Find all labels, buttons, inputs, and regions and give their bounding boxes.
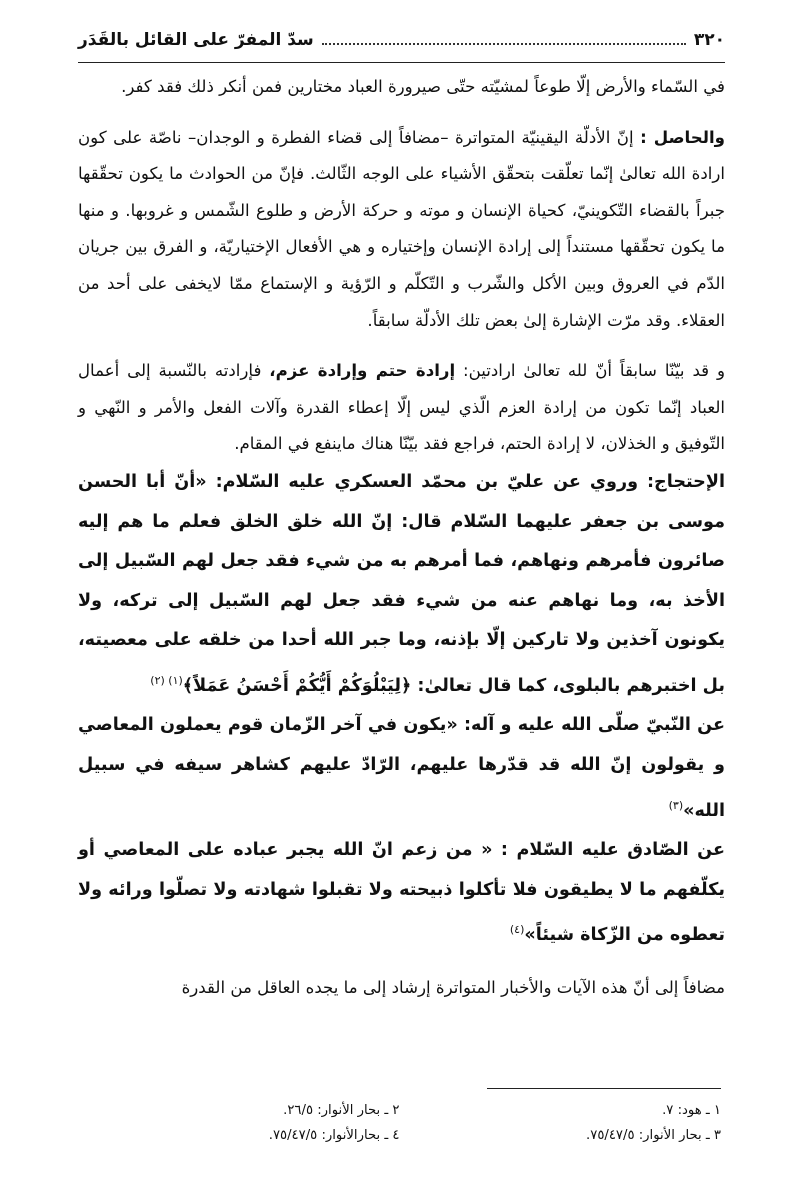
body-text <box>78 69 725 1006</box>
footnote-1: ١ ـ هود: ٧. <box>662 1103 721 1118</box>
paragraph-5 <box>78 706 725 831</box>
footnote-row <box>78 1098 721 1123</box>
paragraph-3-start: و قد بيّنّا سابقاً أنّ لله تعالىٰ ارادتين: <box>455 361 725 381</box>
paragraph-2-lead: والحاصل : <box>640 127 725 147</box>
footnotes <box>78 1098 721 1148</box>
page-header <box>78 30 725 60</box>
paragraph-7: مضافاً إلى أنّ هذه الآيات والأخبار المتواترة إرشاد إلى ما يجده العاقل من القدرة <box>181 977 725 997</box>
paragraph-4 <box>78 463 725 706</box>
paragraph-3 <box>78 353 725 463</box>
footnote-3: ٣ ـ بحار الأنوار: ٧٥/٤٧/٥. <box>586 1128 721 1143</box>
header-rule <box>78 62 725 63</box>
paragraph-4-text: الإحتجاج: وروي عن عليّ بن محمّد العسكري عليه السّلام: «أنّ أبا الحسن موسى بن جعفر عليهما السّلام قال: إنّ الله خلق الخلق فعلم ما هم إليه صائرون فأمرهم ونهاهم، فما أمرهم به من شيء فقد جعل لهم السّبيل إلى الأخذ به، وما نهاهم عنه من شيء فقد جعل لهم السّبيل إلى تركه، ولا يكونون آخذين ولا تاركين إلّا بإذنه، وما جبر الله أحدا من خلقه على معصيته، بل اختبرهم بالبلوى، كما قال تعالىٰ: ﴿لِيَبْلُوَكُمْ أَيُّكُمْ أَحْسَنُ عَمَلاً﴾ <box>78 471 725 696</box>
paragraph-4-footnote-refs: (١) (٢) <box>150 673 183 687</box>
page-number: ٣٢٠ <box>693 30 725 50</box>
paragraph-5-text: عن النّبيّ صلّى الله عليه و آله: «يكون في آخر الزّمان قوم يعملون المعاصي و يقولون إنّ الله قد قدّرها عليهم، الرّادّ عليهم كشاهر سيفه في سبيل الله» <box>78 715 725 821</box>
footnote-4: ٤ ـ بحارالأنوار: ٧٥/٤٧/٥. <box>268 1128 400 1143</box>
paragraph-2 <box>78 120 725 340</box>
header-dot-leader <box>322 43 686 45</box>
paragraph-6-text: عن الصّادق عليه السّلام : « من زعم انّ الله يجبر عباده على المعاصي أو يكلّفهم ما لا يطيقون فلا تأكلوا ذبيحته ولا تقبلوا شهادته ولا تصلّوا ورائه ولا تعطوه من الزّكاة شيئاً» <box>78 840 725 946</box>
footnote-rule <box>487 1088 721 1089</box>
paragraph-6 <box>78 831 725 956</box>
running-title: سدّ المفرّ على القائل بالقَدَر <box>78 30 314 50</box>
footnote-row <box>78 1123 721 1148</box>
paragraph-6-footnote-ref: (٤) <box>509 923 525 937</box>
footnote-2: ٢ ـ بحار الأنوار: ٢٦/٥. <box>283 1103 400 1118</box>
paragraph-3-end: فإرادته بالنّسبة إلى أعمال العباد إنّما تكون من إرادة العزم الّذي ليس إلّا إعطاء القدرة وآلات الفعل والأمر و النّهي و التّوفيق و الخذلان، لا إرادة الحتم، فراجع فقد بيّنّا هناك ماينفع في المقام. <box>78 361 725 454</box>
paragraph-2-text: إنّ الأدلّة اليقينيّة المتواترة –مضافاً إلى قضاء الفطرة و الوجدان– ناصّة على كون ارادة الله تعالىٰ إنّما تعلّقت بتحقّق الأشياء على الوجه الثّالث. فإنّ من الحوادث ما يكون تحقّقها جبراً بالقضاء التّكوينيّ، كحياة الإنسان و موته و حركة الأرض و طلوع الشّمس و غروبها. و منها ما يكون تحقّقها مستنداً إلى إرادة الإنسان وإختياره و هي الأفعال الإختياريّة، و الفرق بين جريان الدّم في العروق وبين الأكل والشّرب و التّكلّم و الرّؤية و الإستماع ممّا لايخفى على أحد من العقلاء. وقد مرّت الإشارة إلىٰ بعض تلك الأدلّة سابقاً. <box>78 127 725 330</box>
paragraph-1: في السّماء والأرض إلّا طوعاً لمشيّته حتّى صيرورة العباد مختارين فمن أنكر ذلك فقد كفر. <box>121 77 725 96</box>
paragraph-3-bold: إرادة حتم وإرادة عزم، <box>269 361 456 381</box>
paragraph-5-footnote-ref: (٣) <box>668 798 684 812</box>
